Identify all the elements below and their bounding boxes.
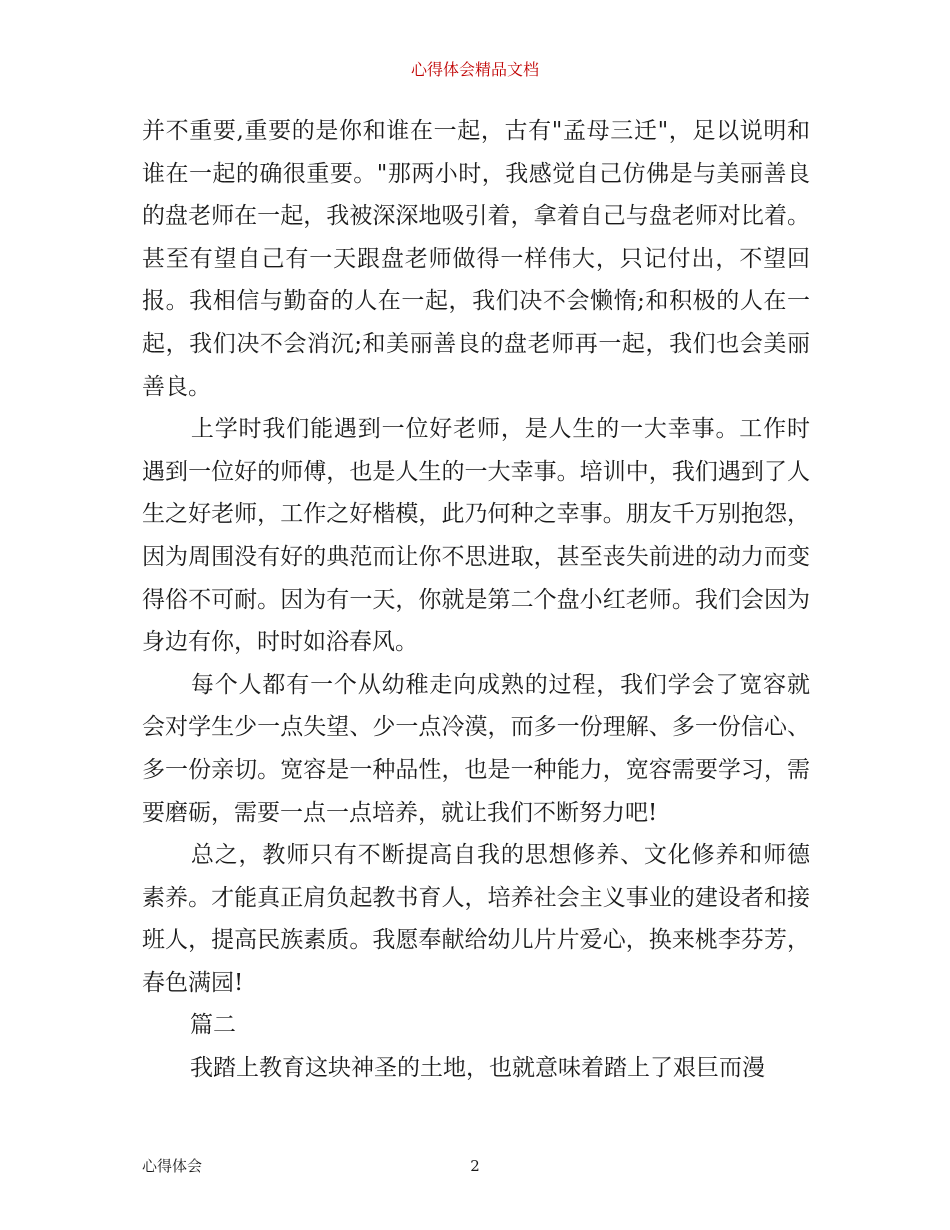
section-heading <box>142 1004 810 1047</box>
document-body <box>142 110 810 1090</box>
paragraph <box>142 1047 810 1090</box>
paragraph-text: 每个人都有一个从幼稚走向成熟的过程，我们学会了宽容就会对学生少一点失望、少一点冷漠，而多一份理解、多一份信心、多一份亲切。宽容是一种品性，也是一种能力，宽容需要学习，需要磨砺，需要一点一点培养，就让我们不断努力吧! <box>142 671 810 826</box>
paragraph <box>142 834 810 1004</box>
section-heading-text: 篇二 <box>190 1012 236 1039</box>
paragraph-text: 并不重要,重要的是你和谁在一起，古有"孟母三迁"，足以说明和谁在一起的确很重要。"那两小时，我感觉自己仿佛是与美丽善良的盘老师在一起，我被深深地吸引着，拿着自己与盘老师对比着。甚至有望自己有一天跟盘老师做得一样伟大，只记付出，不望回报。我相信与勤奋的人在一起，我们决不会懒惰;和积极的人在一起，我们决不会消沉;和美丽善良的盘老师再一起，我们也会美丽善良。 <box>142 118 810 400</box>
paragraph-text: 我踏上教育这块神圣的土地，也就意味着踏上了艰巨而漫 <box>190 1055 765 1082</box>
paragraph <box>142 664 810 834</box>
page-number: 2 <box>470 1157 480 1175</box>
paragraph-text: 总之，教师只有不断提高自我的思想修养、文化修养和师德素养。才能真正肩负起教书育人，培养社会主义事业的建设者和接班人，提高民族素质。我愿奉献给幼儿片片爱心，换来桃李芬芳，春色满园! <box>142 842 810 996</box>
paragraph <box>142 408 810 664</box>
paragraph <box>142 110 810 408</box>
page-header-title: 心得体会精品文档 <box>410 60 539 79</box>
paragraph-text: 上学时我们能遇到一位好老师，是人生的一大幸事。工作时遇到一位好的师傅，也是人生的一大幸事。培训中，我们遇到了人生之好老师，工作之好楷模，此乃何种之幸事。朋友千万别抱怨，因为周围没有好的典范而让你不思进取，甚至丧失前进的动力而变得俗不可耐。因为有一天，你就是第二个盘小红老师。我们会因为身边有你，时时如浴春风。 <box>142 416 810 656</box>
footer-label: 心得体会 <box>142 1157 203 1175</box>
